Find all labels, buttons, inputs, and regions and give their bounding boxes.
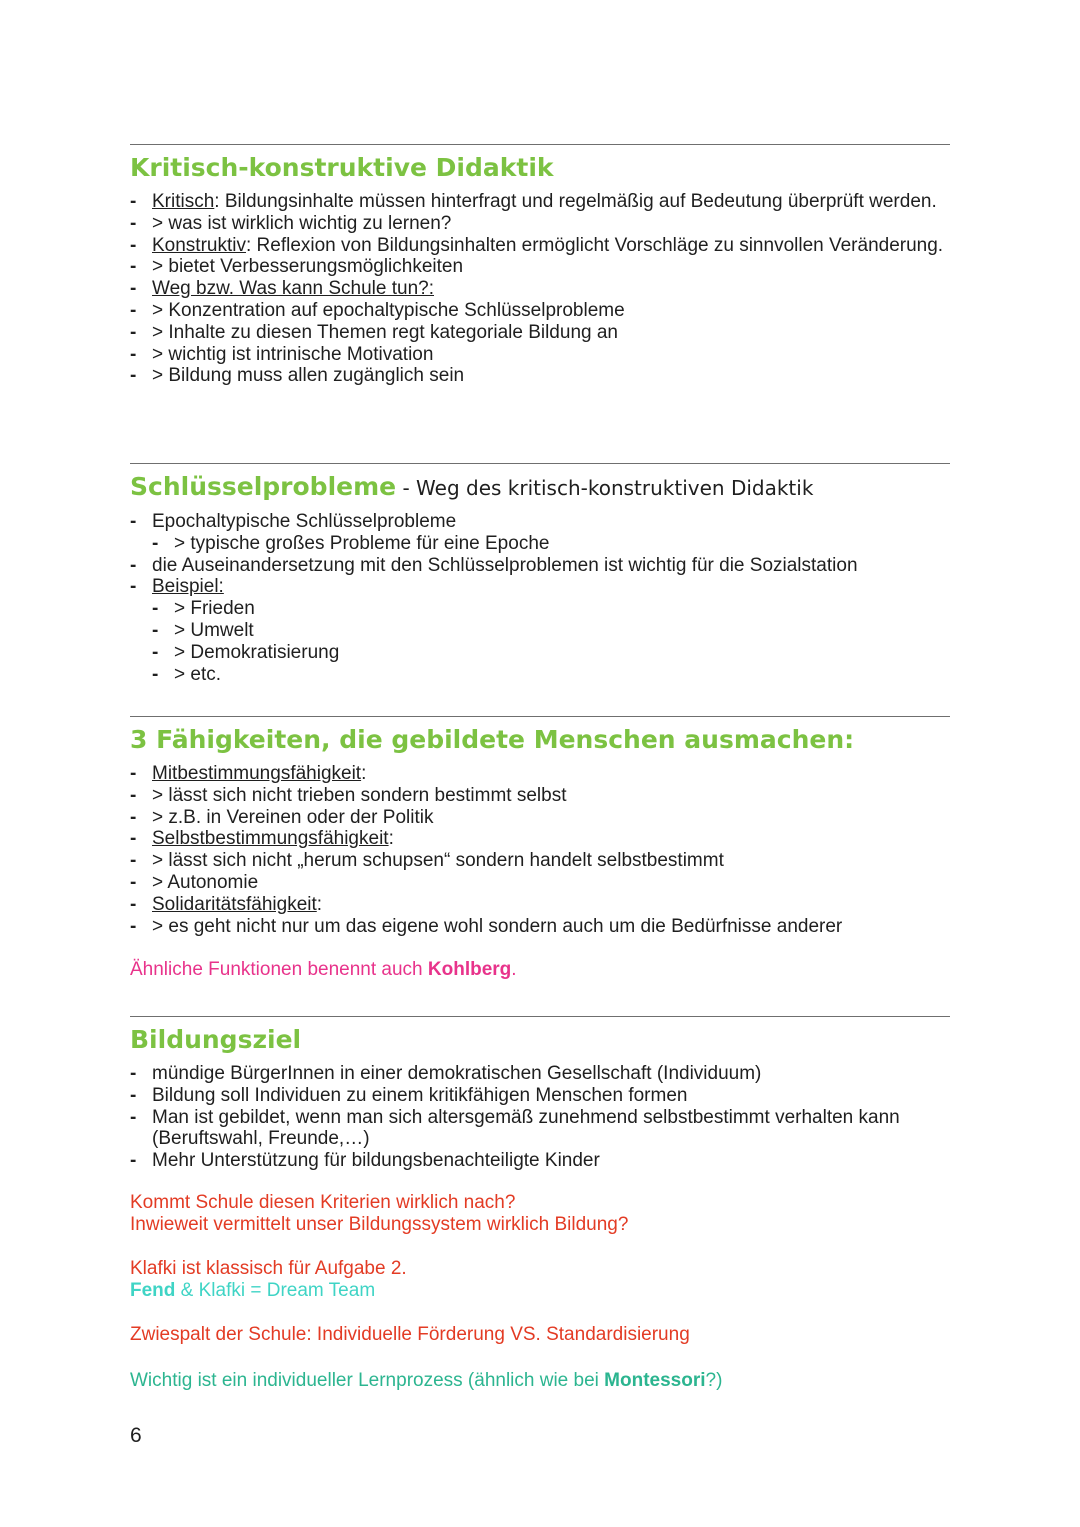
- section-heading: 3 Fähigkeiten, die gebildete Menschen ausmachen:: [130, 725, 855, 754]
- item-text: > Umwelt: [174, 619, 254, 641]
- list-item: [130, 278, 950, 300]
- section-divider: [130, 1016, 950, 1017]
- kohlberg-note: [130, 959, 950, 981]
- note-bold: Kohlberg: [427, 959, 512, 981]
- note-text-end: ?): [705, 1370, 723, 1391]
- list-item: [130, 916, 950, 938]
- item-text: > Frieden: [174, 598, 255, 620]
- list-item: [130, 300, 950, 322]
- item-text: > wichtig ist intrinische Motivation: [152, 343, 434, 365]
- closing-notes: [130, 1192, 950, 1392]
- list-item-nested: [130, 664, 950, 686]
- item-text: :: [316, 893, 323, 915]
- list-item: [130, 1085, 950, 1107]
- klafki-note: Klafki ist klassisch für Aufgabe 2.: [130, 1258, 407, 1279]
- item-text: > bietet Verbesserungsmöglichkeiten: [152, 256, 464, 278]
- list-item: [130, 256, 950, 278]
- list-item-nested: [130, 642, 950, 664]
- list-item: [130, 213, 950, 235]
- bullet-list: [130, 191, 950, 387]
- term-label: Mitbestimmungsfähigkeit: [152, 763, 362, 784]
- heading-subtitle: - Weg des kritisch-konstruktiven Didaktik: [396, 476, 814, 500]
- section-heading: [130, 472, 950, 503]
- list-item: [130, 763, 950, 785]
- item-text: > es geht nicht nur um das eigene wohl sondern auch um die Bedürfnisse anderer: [152, 915, 843, 937]
- note-text-end: .: [511, 959, 517, 981]
- list-item: [130, 828, 950, 850]
- list-item: [130, 365, 950, 387]
- section-heading: Kritisch-konstruktive Didaktik: [130, 153, 554, 182]
- section-kritisch-konstruktive-didaktik: [130, 144, 950, 387]
- section-divider: [130, 144, 950, 145]
- question-note: Inwieweit vermittelt unser Bildungssystem wirklich Bildung?: [130, 1214, 629, 1235]
- item-text: > Bildung muss allen zugänglich sein: [152, 365, 465, 387]
- list-item: [130, 1150, 950, 1172]
- list-item: [130, 555, 950, 577]
- zwiespalt-note: Zwiespalt der Schule: Individuelle Förderung VS. Standardisierung: [130, 1324, 690, 1345]
- item-text: > was ist wirklich wichtig zu lernen?: [152, 212, 452, 234]
- term-label: Beispiel:: [152, 576, 224, 598]
- page-number: 6: [130, 1424, 142, 1447]
- note-text: Wichtig ist ein individueller Lernprozess (ähnlich wie bei: [130, 1370, 605, 1391]
- list-item: [130, 511, 950, 533]
- dream-team-note: [130, 1280, 950, 1302]
- note-bold: Montessori: [604, 1370, 706, 1391]
- item-text: Mehr Unterstützung für bildungsbenachteiligte Kinder: [152, 1150, 600, 1172]
- list-item: [130, 235, 950, 257]
- note-bold: Fend: [130, 1280, 176, 1301]
- item-text: Man ist gebildet, wenn man sich altersgemäß zunehmend selbstbestimmt verhalten kann (Beruftswahl, Freunde,…): [152, 1106, 900, 1150]
- section-divider: [130, 716, 950, 717]
- bullet-list: [130, 763, 950, 937]
- list-item: [130, 807, 950, 829]
- item-text: > Demokratisierung: [174, 641, 340, 663]
- list-item: [130, 850, 950, 872]
- term-label: Kritisch: [152, 191, 215, 212]
- item-text: :: [388, 828, 394, 850]
- term-label: Selbstbestimmungsfähigkeit: [152, 828, 389, 850]
- list-item: [130, 872, 950, 894]
- note-text: Ähnliche Funktionen benennt auch: [130, 959, 428, 981]
- item-text: > z.B. in Vereinen oder der Politik: [152, 806, 434, 828]
- montessori-note: [130, 1370, 950, 1392]
- list-item: [130, 191, 950, 213]
- item-text: > lässt sich nicht trieben sondern bestimmt selbst: [152, 784, 567, 806]
- item-text: > Autonomie: [152, 871, 259, 893]
- item-text: : Reflexion von Bildungsinhalten ermöglicht Vorschläge zu sinnvollen Veränderung.: [245, 234, 944, 256]
- item-text: > typische großes Probleme für eine Epoche: [174, 532, 550, 554]
- heading-title: Schlüsselprobleme: [130, 472, 397, 501]
- item-text: > Konzentration auf epochaltypische Schlüsselprobleme: [152, 299, 625, 321]
- item-text: > etc.: [174, 663, 221, 685]
- item-text: > lässt sich nicht „herum schupsen“ sondern handelt selbstbestimmt: [152, 850, 724, 872]
- section-faehigkeiten: [130, 716, 950, 981]
- item-text: > Inhalte zu diesen Themen regt kategoriale Bildung an: [152, 321, 618, 343]
- item-text: : Bildungsinhalte müssen hinterfragt und regelmäßig auf Bedeutung überprüft werden.: [214, 191, 937, 212]
- question-note: Kommt Schule diesen Kriterien wirklich nach?: [130, 1192, 516, 1213]
- item-text: Epochaltypische Schlüsselprobleme: [152, 511, 457, 532]
- item-text: Bildung soll Individuen zu einem kritikfähigen Menschen formen: [152, 1084, 688, 1106]
- section-bildungsziel: [130, 1016, 950, 1172]
- section-schluesselprobleme: [130, 463, 950, 685]
- list-item: [130, 785, 950, 807]
- bullet-list: [130, 511, 950, 685]
- list-item: [130, 894, 950, 916]
- list-item: [130, 1063, 950, 1085]
- list-item-nested: [130, 533, 950, 555]
- section-divider: [130, 463, 950, 464]
- list-item-nested: [130, 598, 950, 620]
- list-item: [130, 344, 950, 366]
- list-item: [130, 1107, 950, 1151]
- term-label: Solidaritätsfähigkeit: [152, 893, 317, 915]
- list-item: [130, 322, 950, 344]
- item-text: :: [361, 763, 367, 784]
- term-label: Weg bzw. Was kann Schule tun?:: [152, 278, 434, 300]
- bullet-list: [130, 1063, 950, 1172]
- item-text: mündige BürgerInnen in einer demokratischen Gesellschaft (Individuum): [152, 1063, 762, 1084]
- section-heading: Bildungsziel: [130, 1025, 302, 1054]
- list-item-nested: [130, 620, 950, 642]
- note-text: & Klafki = Dream Team: [175, 1280, 376, 1301]
- item-text: die Auseinandersetzung mit den Schlüsselproblemen ist wichtig für die Sozialstation: [152, 554, 858, 576]
- list-item: [130, 576, 950, 598]
- term-label: Konstruktiv: [152, 234, 246, 256]
